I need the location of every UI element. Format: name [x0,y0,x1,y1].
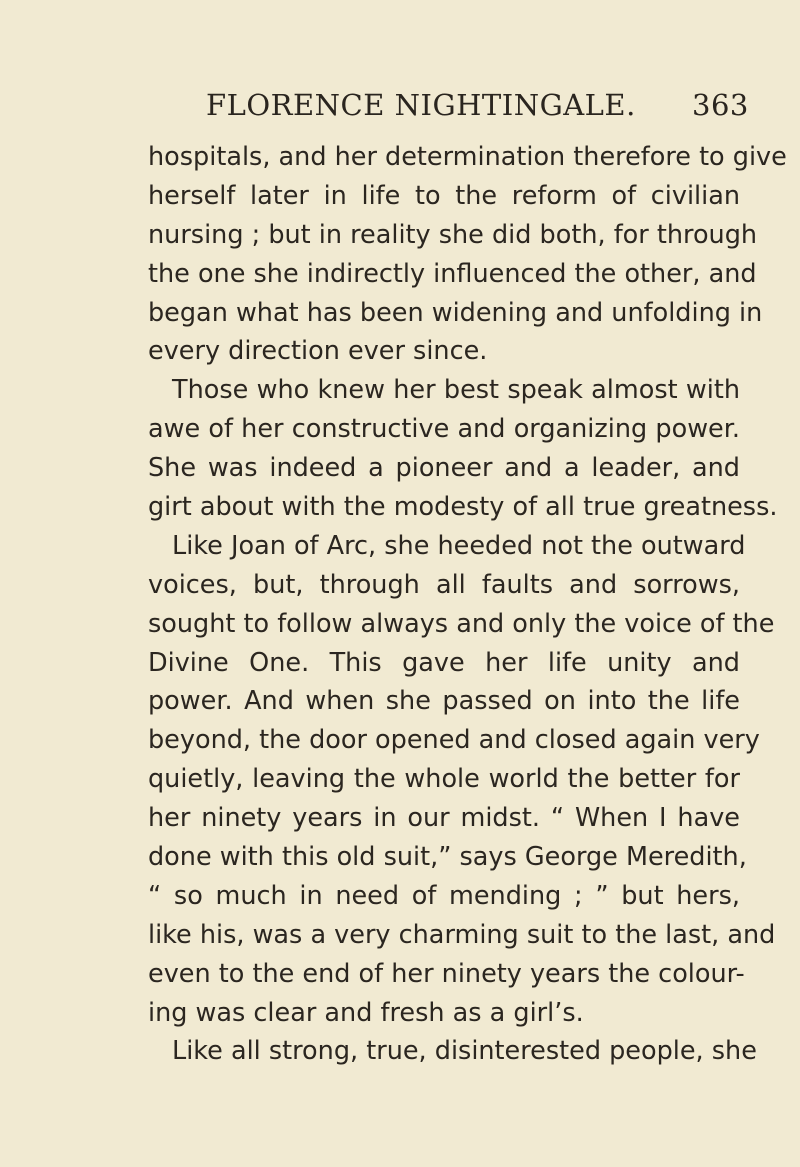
text-line: voices, but, through all faults and sorrows, [148,569,740,600]
text-line: quietly, leaving the whole world the better for [148,764,740,795]
text-line: beyond, the door opened and closed again very [148,725,760,756]
text-line: began what has been widening and unfolding in [148,297,763,328]
text-line: herself later in life to the reform of civilian [148,180,740,211]
text-line: like his, was a very charming suit to the last, and [148,919,776,950]
text-line: the one she indirectly influenced the other, and [148,258,757,289]
text-line: Like Joan of Arc, she heeded not the outward [172,530,746,561]
text-line: power. And when she passed on into the life [148,686,740,717]
body-text [148,138,787,1071]
text-line: ing was clear and fresh as a girl’s. [148,997,584,1028]
text-line: her ninety years in our midst. “ When I have [148,803,740,834]
text-line: sought to follow always and only the voice of the [148,608,775,639]
text-line: “ so much in need of mending ; ” but hers, [148,880,740,911]
text-line: girt about with the modesty of all true greatness. [148,492,778,523]
text-line: Like all strong, true, disinterested people, she [172,1036,757,1067]
page-number: 363 [692,88,749,122]
text-line: even to the end of her ninety years the colour- [148,958,745,989]
text-line: She was indeed a pioneer and a leader, and [148,453,740,484]
text-line: hospitals, and her determination therefore to give [148,142,787,172]
text-line: awe of her constructive and organizing power. [148,414,740,445]
text-line: Divine One. This gave her life unity and [148,647,740,678]
text-line: done with this old suit,” says George Meredith, [148,842,747,873]
running-head-title: FLORENCE NIGHTINGALE. [206,88,636,122]
text-line: every direction ever since. [148,336,488,367]
text-line: nursing ; but in reality she did both, for through [148,219,758,250]
running-head [206,88,766,128]
text-line: Those who knew her best speak almost with [172,375,740,406]
